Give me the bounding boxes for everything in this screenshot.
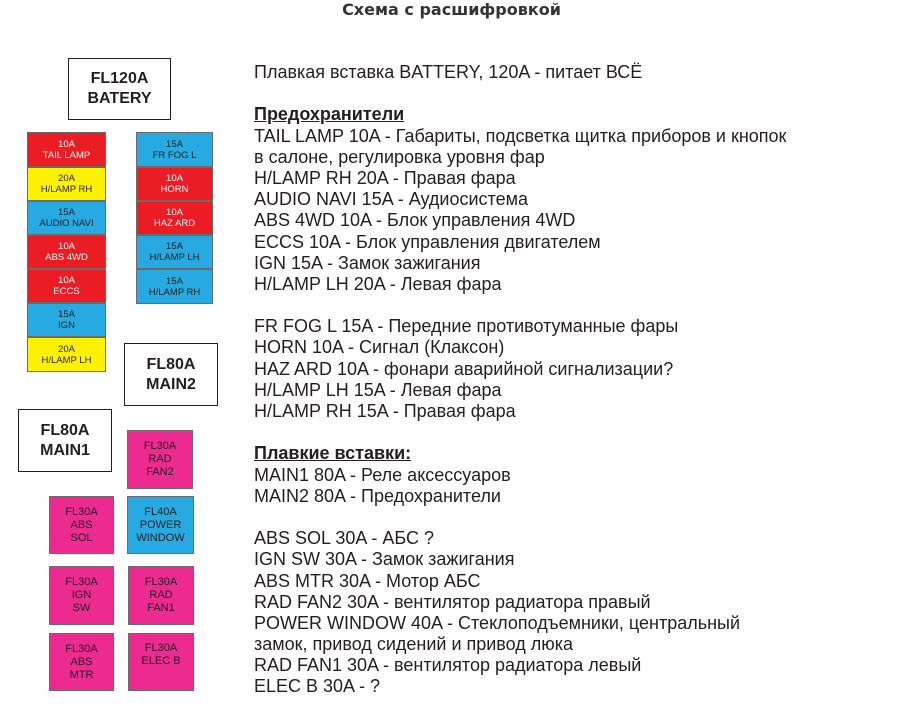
fuse-description: H/LAMP RH 20A - Правая фара [254, 167, 516, 188]
fuse-description: AUDIO NAVI 15A - Аудиосистема [254, 189, 528, 210]
fuse-description: ECCS 10A - Блок управления двигателем [254, 231, 601, 252]
battery-description: Плавкая вставка BATTERY, 120A - питает ВСЁ [254, 62, 643, 82]
fuse-description: H/LAMP LH 15A - Левая фара [254, 379, 502, 400]
main1-box-name: MAIN1 [40, 441, 90, 459]
fuse-amp: 15A [166, 275, 183, 287]
link-rating: FL40A [144, 505, 177, 518]
fuse-tail-lamp [27, 132, 106, 167]
page-title: Схема с расшифровкой [342, 0, 561, 19]
link-description: ABS SOL 30A - АБС ? [254, 528, 435, 549]
fuse-amp: 15A [58, 309, 75, 320]
description-panel [254, 62, 894, 698]
fusible-link-rad-fan1 [128, 566, 194, 625]
fuse-label: HAZ ARD [153, 218, 196, 229]
main1-box-rating: FL80A [40, 421, 90, 439]
fusible-link-elec-b [128, 633, 194, 691]
link-rating: FL30A [65, 576, 98, 588]
link-label: IGN [71, 589, 92, 601]
link-rating: FL30A [144, 642, 178, 654]
fuse-amp: 20A [58, 343, 75, 355]
fuse-label: H/LAMP LH [149, 252, 200, 263]
fuse-label: ABS 4WD [45, 252, 88, 263]
fuse-audio-navi [27, 201, 106, 235]
link-label: ELEC B [141, 655, 181, 667]
link-label: SOL [70, 531, 93, 544]
fuse-label: TAIL LAMP [42, 149, 91, 161]
spacer [254, 83, 894, 104]
fuse-amp: 10A [58, 138, 75, 150]
fuse-ign [27, 303, 106, 337]
fusible-link-abs-sol [49, 496, 114, 554]
link-label: FAN2 [146, 466, 174, 478]
link-description: MAIN1 80A - Реле аксессуаров [254, 464, 511, 485]
fuse-fr-fog-l [136, 132, 213, 167]
fuse-description: HAZ ARD 10A - фонари аварийной сигнализации? [254, 358, 674, 379]
fuse-amp: 10A [58, 275, 75, 286]
fusible-link-power-window [127, 496, 194, 554]
link-rating: FL30A [65, 642, 98, 655]
spacer [254, 507, 894, 528]
link-description: IGN SW 30A - Замок зажигания [254, 549, 515, 570]
fuse-label: H/LAMP RH [40, 184, 93, 195]
fuses-header: Предохранители [254, 104, 405, 125]
fuse-label: H/LAMP RH [148, 286, 201, 298]
fuse-abs-4wd [27, 235, 106, 269]
fuse-description: H/LAMP RH 15A - Правая фара [254, 401, 516, 421]
fuse-horn [136, 167, 213, 201]
link-rating: FL30A [65, 505, 98, 518]
link-label: POWER [139, 518, 182, 531]
link-description: RAD FAN1 30A - вентилятор радиатора левый [254, 655, 642, 676]
fuse-description: FR FOG L 15A - Передние противотуманные фары [254, 316, 679, 337]
fuse-description: HORN 10A - Сигнал (Клаксон) [254, 337, 505, 358]
spacer [254, 422, 894, 443]
main2-box-rating: FL80A [146, 355, 196, 373]
battery-box-name: BATERY [87, 90, 152, 107]
main2-box-name: MAIN2 [146, 375, 196, 393]
battery-box-rating: FL120A [90, 70, 149, 87]
fuse-amp: 15A [166, 241, 183, 252]
link-description: RAD FAN2 30A - вентилятор радиатора правый [254, 591, 651, 612]
link-description: замок, привод сидений и привод люка [254, 634, 574, 655]
fuse-description: ABS 4WD 10A - Блок управления 4WD [254, 210, 576, 231]
fuse-label: IGN [58, 320, 75, 331]
link-description: POWER WINDOW 40A - Стеклоподъемники, центральный [254, 612, 741, 633]
fuse-amp: 10A [166, 173, 183, 184]
link-label: WINDOW [136, 531, 185, 544]
fuse-h-lamp-rh-right [136, 269, 213, 304]
fuse-hazard [136, 201, 213, 235]
link-rating: FL30A [143, 440, 177, 452]
fuse-description: TAIL LAMP 10A - Габариты, подсветка щитка приборов и кнопок [254, 125, 787, 146]
link-label: SW [72, 602, 91, 614]
fusible-link-rad-fan2 [127, 430, 193, 489]
fuse-description: в салоне, регулировка уровня фар [254, 146, 545, 167]
fuse-label: HORN [160, 184, 189, 195]
link-label: FAN1 [147, 602, 175, 614]
fuse-amp: 15A [166, 138, 183, 150]
fl120a-battery-box [68, 58, 171, 120]
fusible-link-abs-mtr [49, 633, 114, 691]
link-label: RAD [148, 453, 172, 465]
fuse-label: AUDIO NAVI [39, 218, 94, 229]
fuse-amp: 15A [58, 207, 75, 218]
link-label: MTR [69, 668, 94, 681]
fuse-amp: 10A [58, 241, 75, 252]
link-label: RAD [149, 589, 173, 601]
fuse-label: ECCS [53, 286, 80, 297]
link-rating: FL30A [144, 576, 178, 588]
fusible-link-ign-sw [49, 566, 114, 625]
fuse-label: H/LAMP LH [41, 354, 92, 366]
fusible-links-header: Плавкие вставки: [254, 443, 412, 464]
fuse-label: FR FOG L [152, 149, 197, 161]
spacer [254, 295, 894, 316]
fuse-description: IGN 15A - Замок зажигания [254, 252, 481, 273]
link-description: ELEC B 30A - ? [254, 676, 381, 697]
fuse-h-lamp-rh [27, 167, 106, 201]
link-label: ABS [70, 518, 93, 531]
fl80a-main2-box [124, 343, 218, 406]
link-description: MAIN2 80A - Предохранители [254, 485, 501, 506]
link-label: ABS [70, 655, 93, 668]
fl80a-main1-box [18, 409, 112, 472]
link-description: ABS MTR 30A - Мотор АБС [254, 570, 481, 591]
fuse-amp: 20A [58, 173, 75, 184]
fuse-amp: 10A [166, 207, 183, 218]
fuse-eccs [27, 269, 106, 303]
fuse-h-lamp-lh-right [136, 235, 213, 269]
fuse-h-lamp-lh [27, 337, 106, 372]
fuse-description: H/LAMP LH 20A - Левая фара [254, 273, 502, 294]
